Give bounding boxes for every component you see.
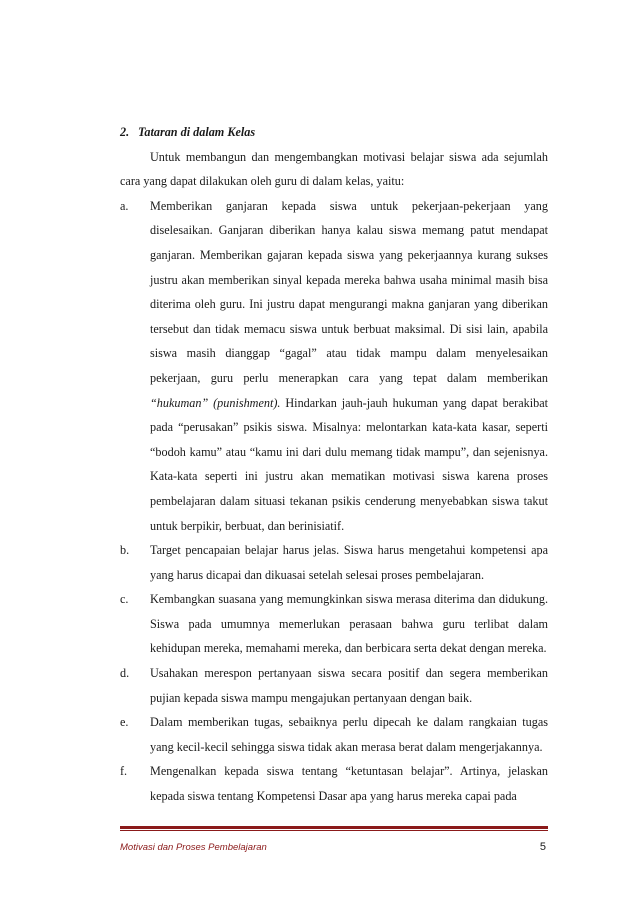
intro-paragraph: Untuk membangun dan mengembangkan motivasi belajar siswa ada sejumlah cara yang dapat dilakukan oleh guru di dalam kelas, yaitu: (120, 149, 548, 189)
footer-book-title: Motivasi dan Proses Pembelajaran (120, 842, 267, 853)
list-item-text: Target pencapaian belajar harus jelas. Siswa harus mengetahui kompetensi apa yang harus dicapai dan dikuasai setelah selesai proses pembelajaran. (150, 543, 548, 582)
list-item (120, 710, 548, 759)
list-marker: d. (120, 666, 130, 681)
footer-row (120, 841, 548, 853)
list-marker: b. (120, 543, 130, 558)
footer-divider (120, 826, 548, 829)
list-item-text: Usahakan merespon pertanyaan siswa secara positif dan segera memberikan pujian kepada siswa mampu mengajukan pertanyaan dengan baik. (150, 666, 548, 705)
section-number: 2. (120, 125, 130, 139)
page-body (120, 120, 548, 809)
list-item-text (150, 194, 548, 538)
list-item (120, 194, 548, 538)
section-title: Tataran di dalam Kelas (138, 125, 256, 139)
list-marker: e. (120, 715, 129, 730)
list-item-text: Dalam memberikan tugas, sebaiknya perlu dipecah ke dalam rangkaian tugas yang kecil-kecil sehingga siswa tidak akan merasa berat dalam mengerjakannya. (150, 715, 548, 754)
emphasis-text: “hukuman” (punishment). (150, 395, 281, 410)
footer-divider-thin (120, 830, 548, 831)
page-number: 5 (539, 841, 546, 853)
list-item (120, 759, 548, 808)
list-item (120, 538, 548, 587)
list-item (120, 587, 548, 661)
section-heading (120, 120, 548, 145)
list-item-text: Mengenalkan kepada siswa tentang “ketuntasan belajar”. Artinya, jelaskan kepada siswa tentang Kompetensi Dasar apa yang harus mereka capai pada (150, 764, 548, 804)
list-item (120, 661, 548, 710)
list-item-text-part: Memberikan ganjaran kepada siswa untuk pekerjaan-pekerjaan yang diselesaikan. Ganjaran diberikan hanya kalau siswa memang patut mendapat ganjaran. Memberikan gajaran kepada siswa yang pekerjaannya kurang sukses justru akan memberikan sinyal kepada mereka bahwa usaha minimal masih bisa diterima oleh guru. Ini justru dapat mengurangi makna ganjaran yang diberikan tersebut dan tidak memacu siswa untuk berbuat maksimal. Di sisi lain, apabila siswa masih dianggap “gagal” atau tidak mampu dalam menyelesaikan pekerjaan, guru perlu menerapkan cara yang tepat dalam memberikan (150, 198, 548, 385)
list-marker: f. (120, 764, 128, 779)
list-item-text-part: Hindarkan jauh-jauh hukuman yang dapat berakibat pada “perusakan” psikis siswa. Misalnya: melontarkan kata-kata kasar, seperti “bodoh kamu” atau “kamu ini dari dulu memang tidak mampu”, dan sejenisnya. Kata-kata seperti ini justru akan mematikan motivasi siswa karena proses pembelajaran dalam situasi tekanan psikis cenderung menyebabkan siswa takut untuk berpikir, berbuat, dan berinisiatif. (150, 395, 549, 533)
list-item-text: Kembangkan suasana yang memungkinkan siswa merasa diterima dan didukung. Siswa pada umumnya memerlukan perasaan bahwa guru terlibat dalam kehidupan mereka, memahami mereka, dan berbicara serta dekat dengan mereka. (150, 592, 548, 656)
list-marker: a. (120, 198, 129, 213)
list-marker: c. (120, 592, 129, 607)
page-footer (120, 826, 548, 853)
